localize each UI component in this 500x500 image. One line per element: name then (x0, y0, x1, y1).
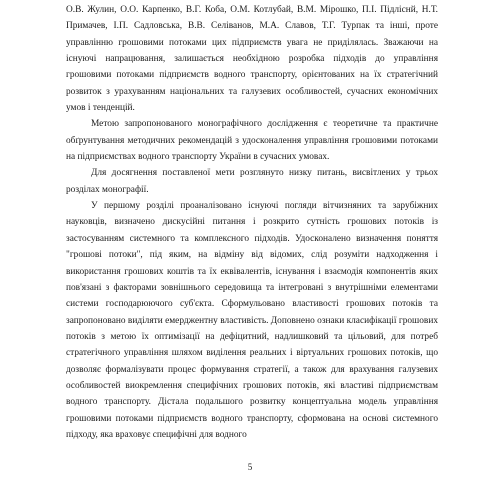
document-body (66, 2, 438, 443)
page-number: 5 (247, 462, 253, 472)
paragraph: Метою запропонованого монографічного дослідження є теоретичне та практичне обґрунтування методичних рекомендацій з удосконалення управління грошовими потоками на підприємствах водного транспорту України в сучасних умовах. (66, 119, 438, 163)
paragraph: У першому розділі проаналізовано існуючі погляди вітчизняних та зарубіжних науковців, визначено дискусійні питання і розкрито сутність грошових потоків із застосуванням системного та комплексного підходів. Удосконалено визначення поняття "грошові потоки", під яким, на відміну від відомих, слід розуміти надходження і використання грошових коштів та їх еквівалентів, існування і взаємодія компонентів яких пов'язані з факторами зовнішнього середовища та інтегровані з внутрішніми елементами системи господарюючого суб'єкта. Сформульовано властивості грошових потоків та запропоновано виділяти емерджентну властивість. Доповнено ознаки класифікації грошових потоків з метою їх оптимізації на дефіцитний, надлишковий та цільовий, для потреб стратегічного управління шляхом виділення реальних і віртуальних грошових потоків, що дозволяє формалізувати процес формування стратегії, а також для врахування галузевих особливостей виокремлення специфічних грошових потоків, які властиві підприємствам водного транспорту. Дістала подальшого розвитку концептуальна модель управління грошовими потоками підприємств водного транспорту, сформована на основі системного підходу, яка враховує специфічні для водного (66, 201, 438, 440)
paragraph: Для досягнення поставленої мети розглянуто низку питань, висвітлених у трьох розділах монографії. (66, 168, 438, 195)
paragraph: О.В. Жулин, О.О. Карпенко, В.Г. Коба, О.М. Котлубай, В.М. Мірошко, П.І. Підліснй, Н.Т. Примачев, І.П. Садловська, В.В. Селіванов, М.А. Славов, Т.Г. Турпак та інші, проте управлінню грошовими потоками цих підприємств увага не приділялась. Зважаючи на існуючі напрацювання, залишається необхідною розробка підходів до управління грошовими потоками підприємств водного транспорту, орієнтованих на їх стратегічний розвиток з урахуванням національних та галузевих особливостей, сучасних економічних умов і тенденцій. (66, 5, 438, 114)
